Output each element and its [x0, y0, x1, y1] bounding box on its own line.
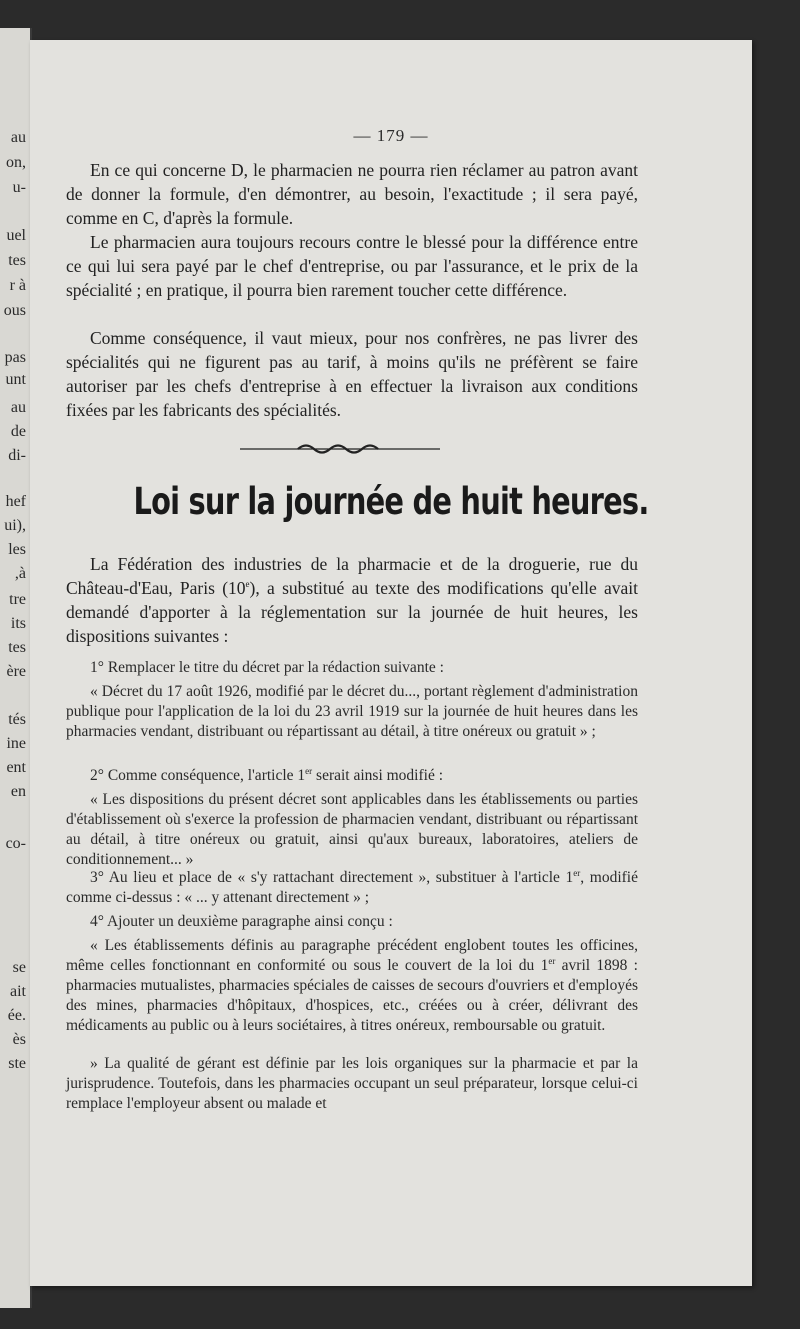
margin-fragment: di-: [8, 447, 26, 464]
margin-fragment: au: [10, 129, 26, 146]
item-3: 3° Au lieu et place de « s'y rattachant directement », substituer à l'article 1er, modifié comme ci-dessus : « ... y attenant directement » ;: [66, 867, 638, 906]
item-1: 1° Remplacer le titre du décret par la rédaction suivante :: [90, 659, 444, 676]
margin-fragment: u-: [12, 179, 26, 196]
margin-fragment: unt: [5, 371, 26, 388]
adjacent-page-edge: [0, 28, 32, 1308]
section-heading: Loi sur la journée de huit heures.: [133, 480, 649, 523]
paragraph-federation: La Fédération des industries de la pharmacie et de la droguerie, rue du Château-d'Eau, Paris (10e), a substitué au texte des modifications qu'elle avait demandé d'apporter à la réglementation sur la journée de huit heures, les dispositions suivantes :: [66, 554, 638, 646]
margin-fragment: ous: [3, 302, 26, 319]
margin-fragment: uel: [6, 227, 26, 244]
margin-fragment: de: [10, 423, 26, 440]
item-5: » La qualité de gérant est définie par les lois organiques sur la pharmacie et par la jurisprudence. Toutefois, dans les pharmacies occupant un seul préparateur, lorsque celui-ci remplace l'employeur absent ou malade et: [66, 1055, 638, 1112]
paragraph-recours: Le pharmacien aura toujours recours contre le blessé pour la différence entre ce qui lui sera payé par le chef d'entreprise, ou par l'assurance, et le prix de la spécialité ; en pratique, il pourra bien rarement toucher cette différence.: [66, 232, 638, 300]
paragraph-d: En ce qui concerne D, le pharmacien ne pourra rien réclamer au patron avant de donner la formule, d'en démontrer, au besoin, l'exactitude ; il sera payé, comme en C, d'après la formule.: [66, 160, 638, 228]
margin-fragment: ui),: [4, 517, 26, 534]
margin-fragment: its: [10, 615, 26, 632]
book-page: [30, 40, 752, 1286]
margin-fragment: ée.: [7, 1007, 26, 1024]
margin-fragment: ine: [6, 735, 26, 752]
item-4-quote: « Les établissements définis au paragraphe précédent englobent toutes les officines, même celles fonctionnant en conformité ou sous le couvert de la loi du 1er avril 1898 : pharmacies mutualistes, pharmacies spéciales de caisses de secours d'ouvriers et d'employés des mines, pharmacies d'hôpitaux, d'hospices, etc., créées ou à créer, délivrant des médicaments au public ou à leurs sociétaires, à titres onéreux, remboursable ou gratuit.: [66, 937, 638, 1034]
margin-fragment: on,: [6, 154, 26, 171]
margin-fragment: tes: [8, 252, 26, 269]
margin-fragment: pas: [4, 349, 26, 366]
item-4: 4° Ajouter un deuxième paragraphe ainsi conçu :: [90, 913, 393, 930]
margin-fragment: tre: [9, 591, 26, 608]
margin-fragment: r à: [9, 277, 26, 294]
margin-fragment: ère: [6, 663, 26, 680]
margin-fragment: ent: [6, 759, 26, 776]
margin-fragment: en: [10, 783, 26, 800]
margin-fragment: ès: [12, 1031, 26, 1048]
margin-fragment: hef: [5, 493, 26, 510]
item-2-quote: « Les dispositions du présent décret sont applicables dans les établissements ou parties d'établissement où s'exerce la profession de pharmacien vendant, distribuant ou répartissant au détail, à titre onéreux ou gratuit, ainsi qu'aux bureaux, laboratoires, ateliers de conditionnement... »: [66, 791, 638, 868]
paragraph-consequence: Comme conséquence, il vaut mieux, pour nos confrères, ne pas livrer des spécialités qui ne figurent pas au tarif, à moins qu'ils ne préfèrent se faire autoriser par les chefs d'entreprise à en effectuer la livraison aux conditions fixées par les fabricants des spécialités.: [66, 328, 638, 420]
margin-fragment: tés: [8, 711, 26, 728]
margin-fragment: au: [10, 399, 26, 416]
margin-fragment: co-: [5, 835, 26, 852]
margin-fragment: se: [12, 959, 26, 976]
ornament-divider: [240, 442, 440, 456]
margin-fragment: tes: [8, 639, 26, 656]
margin-fragment: ait: [10, 983, 26, 1000]
margin-fragment: les: [8, 541, 26, 558]
margin-fragment: ste: [8, 1055, 26, 1072]
item-1-quote: « Décret du 17 août 1926, modifié par le décret du..., portant règlement d'administration publique pour l'application de la loi du 23 avril 1919 sur la journée de huit heures dans les pharmacies vendant, distribuant ou répartissant au détail, à titre onéreux ou gratuit » ;: [66, 683, 638, 740]
page-number: — 179 —: [353, 126, 429, 145]
item-2: 2° Comme conséquence, l'article 1er serait ainsi modifié :: [90, 765, 444, 784]
margin-fragment: ,à: [14, 565, 26, 582]
